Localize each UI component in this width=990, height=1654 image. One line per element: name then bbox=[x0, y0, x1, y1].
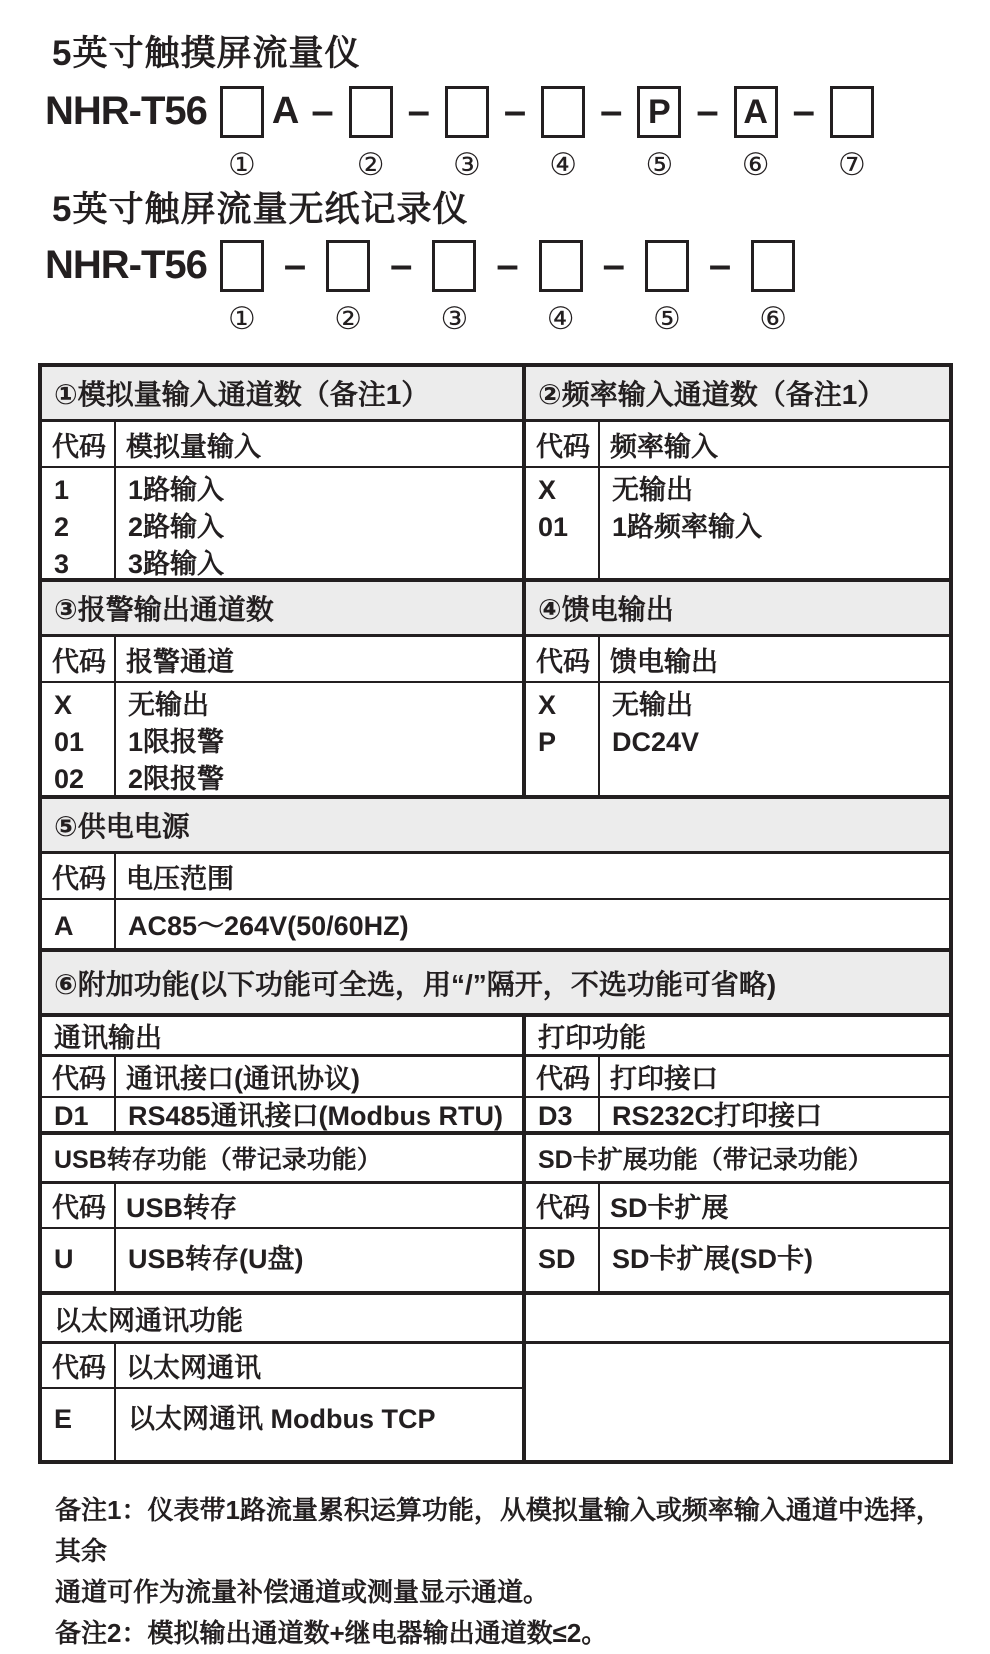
circled-number-3: ③ bbox=[452, 147, 481, 182]
model-box-6 bbox=[751, 240, 795, 292]
model-box-2 bbox=[326, 240, 370, 292]
band-extra-title bbox=[42, 952, 949, 1017]
desc-cell: DC24V bbox=[612, 727, 700, 757]
page-title-paperless-recorder: 5英寸触屏流量无纸记录仪 bbox=[52, 190, 469, 229]
code-cell: A bbox=[54, 911, 74, 941]
label-column-header: 频率输入 bbox=[610, 431, 718, 462]
section-ethernet bbox=[42, 1295, 522, 1460]
model-slot-3 bbox=[445, 86, 489, 182]
code-column-header: 代码 bbox=[42, 637, 116, 681]
model-slot-6 bbox=[751, 240, 795, 336]
code-cell: 02 bbox=[54, 764, 85, 794]
circled-number-2: ② bbox=[356, 147, 385, 182]
circled-number-7: ⑦ bbox=[837, 147, 866, 182]
section-analog-rows bbox=[42, 468, 522, 583]
circled-number-1: ① bbox=[228, 301, 256, 336]
desc-cell: 无输出 bbox=[612, 690, 693, 720]
code-column-header: 代码 bbox=[42, 854, 116, 898]
section-sd-rows bbox=[526, 1229, 949, 1291]
section-extra-title: ⑥附加功能(以下功能可全选，用“/”隔开，不选功能可省略) bbox=[42, 952, 949, 1013]
code-cell: 01 bbox=[54, 727, 85, 757]
section-analog-title: ①模拟量输入通道数（备注1） bbox=[42, 367, 522, 422]
section-comm-header bbox=[42, 1057, 522, 1098]
dash-separator: – bbox=[503, 89, 527, 133]
model-slot-4 bbox=[541, 86, 585, 182]
section-comm-title: 通讯输出 bbox=[42, 1017, 522, 1057]
label-column-header: 报警通道 bbox=[126, 646, 234, 677]
ordering-spec-table bbox=[38, 363, 953, 1464]
circled-number-6: ⑥ bbox=[759, 301, 788, 336]
section-ethernet-header bbox=[42, 1344, 522, 1389]
desc-cell: AC85～264V(50/60HZ) bbox=[128, 911, 409, 941]
dash-separator: – bbox=[602, 243, 625, 287]
desc-cell: 无输出 bbox=[612, 475, 693, 505]
section-feed-header bbox=[526, 637, 949, 683]
band-comm-print bbox=[42, 1017, 949, 1135]
section-feed bbox=[522, 582, 949, 798]
code-column-header: 代码 bbox=[42, 1184, 116, 1227]
section-ethernet-rows bbox=[42, 1389, 522, 1460]
label-column-header: 以太网通讯 bbox=[126, 1353, 261, 1383]
circled-number-5: ⑤ bbox=[653, 301, 681, 336]
code-cell: 2 bbox=[54, 512, 70, 542]
model-box-3 bbox=[445, 86, 489, 138]
circled-number-4: ④ bbox=[546, 301, 575, 336]
desc-cell: 2限报警 bbox=[128, 764, 225, 794]
section-sd-title: SD卡扩展功能（带记录功能） bbox=[526, 1135, 949, 1184]
model-box-1 bbox=[220, 240, 264, 292]
section-alarm bbox=[42, 582, 522, 798]
circled-number-5: ⑤ bbox=[645, 147, 674, 182]
section-comm-rows bbox=[42, 1098, 522, 1134]
code-column-header: 代码 bbox=[526, 422, 600, 466]
circled-number-3: ③ bbox=[440, 301, 469, 336]
section-power bbox=[42, 799, 949, 950]
section-print-rows bbox=[526, 1098, 949, 1134]
circled-number-6: ⑥ bbox=[741, 147, 770, 182]
section-alarm-header bbox=[42, 637, 522, 683]
model-box-2 bbox=[349, 86, 393, 138]
code-cell: X bbox=[538, 690, 557, 720]
code-column-header: 代码 bbox=[526, 1057, 600, 1096]
desc-cell: 无输出 bbox=[128, 690, 209, 720]
model-code-row-1 bbox=[45, 86, 877, 182]
section-usb-rows bbox=[42, 1229, 522, 1291]
section-power-rows bbox=[42, 900, 949, 950]
section-comm bbox=[42, 1017, 522, 1134]
footnote-2: 备注2：模拟输出通道数+继电器输出通道数≤2。 bbox=[55, 1618, 608, 1648]
model-slot-1 bbox=[220, 86, 264, 182]
band-ethernet bbox=[42, 1295, 949, 1460]
section-alarm-rows bbox=[42, 683, 522, 798]
model-box-4 bbox=[541, 86, 585, 138]
desc-cell: 以太网通讯 Modbus TCP bbox=[128, 1404, 436, 1434]
section-sd bbox=[522, 1135, 949, 1291]
code-column-header: 代码 bbox=[526, 637, 600, 681]
model-box-5 bbox=[645, 240, 689, 292]
dash-separator: – bbox=[390, 243, 413, 287]
section-ethernet-title: 以太网通讯功能 bbox=[42, 1295, 522, 1344]
desc-cell: RS485通讯接口(Modbus RTU) bbox=[128, 1101, 504, 1131]
model-box-3 bbox=[432, 240, 476, 292]
model-slot-5 bbox=[645, 240, 689, 336]
model-slot-2 bbox=[326, 240, 370, 336]
footnote-1-line-1: 备注1：仪表带1路流量累积运算功能，从模拟量输入或频率输入通道中选择，其余 bbox=[55, 1495, 942, 1566]
circled-number-1: ① bbox=[228, 147, 256, 182]
section-print bbox=[522, 1017, 949, 1134]
desc-cell: RS232C打印接口 bbox=[612, 1101, 823, 1131]
code-column-header: 代码 bbox=[42, 422, 116, 466]
section-power-header bbox=[42, 854, 949, 900]
code-cell: E bbox=[54, 1404, 73, 1434]
model-box-4 bbox=[539, 240, 583, 292]
circled-number-2: ② bbox=[334, 301, 363, 336]
section-freq bbox=[522, 367, 949, 583]
section-freq-rows bbox=[526, 468, 949, 583]
label-column-header: 馈电输出 bbox=[610, 646, 718, 677]
model-slot-7 bbox=[830, 86, 874, 182]
section-sd-header bbox=[526, 1184, 949, 1229]
desc-cell: 1路频率输入 bbox=[612, 512, 763, 542]
label-column-header: 模拟量输入 bbox=[126, 431, 261, 462]
code-cell: D3 bbox=[538, 1101, 573, 1131]
desc-cell: 3路输入 bbox=[128, 549, 225, 579]
desc-cell: USB转存(U盘) bbox=[128, 1244, 304, 1274]
section-usb-title: USB转存功能（带记录功能） bbox=[42, 1135, 522, 1184]
code-cell: X bbox=[538, 475, 557, 505]
model-slot-1 bbox=[220, 240, 264, 336]
band-power bbox=[42, 799, 949, 952]
band-usb-sd bbox=[42, 1135, 949, 1295]
section-feed-rows bbox=[526, 683, 949, 798]
section-usb bbox=[42, 1135, 522, 1291]
model-slot-6 bbox=[734, 86, 778, 182]
code-column-header: 代码 bbox=[42, 1057, 116, 1096]
label-column-header: 电压范围 bbox=[126, 863, 234, 894]
section-usb-header bbox=[42, 1184, 522, 1229]
section-analog bbox=[42, 367, 522, 583]
model-code-row-2 bbox=[45, 240, 798, 336]
code-column-header: 代码 bbox=[526, 1184, 600, 1227]
model-box-6-a: A bbox=[734, 86, 778, 138]
model-slot-4 bbox=[539, 240, 583, 336]
label-column-header: 打印接口 bbox=[610, 1064, 718, 1094]
section-analog-header bbox=[42, 422, 522, 468]
section-power-title: ⑤供电电源 bbox=[42, 799, 949, 854]
code-cell: X bbox=[54, 690, 73, 720]
model-slot-3 bbox=[432, 240, 476, 336]
desc-cell: 1限报警 bbox=[128, 727, 225, 757]
footnote-1-line-2: 通道可作为流量补偿通道或测量显示通道。 bbox=[55, 1577, 550, 1607]
section-print-title: 打印功能 bbox=[526, 1017, 949, 1057]
section-ethernet-empty-right bbox=[522, 1295, 949, 1460]
model-box-7 bbox=[830, 86, 874, 138]
dash-separator: – bbox=[407, 89, 430, 133]
code-cell: SD bbox=[538, 1244, 576, 1274]
desc-cell: 2路输入 bbox=[128, 512, 225, 542]
desc-cell: 1路输入 bbox=[128, 475, 225, 505]
section-print-header bbox=[526, 1057, 949, 1098]
model-prefix: NHR-T56 bbox=[45, 89, 207, 133]
label-column-header: SD卡扩展 bbox=[610, 1193, 729, 1223]
code-cell: 01 bbox=[538, 512, 569, 542]
dash-separator: – bbox=[600, 89, 623, 133]
model-box-5-p: P bbox=[637, 86, 681, 138]
band-alarm-feed bbox=[42, 582, 949, 799]
empty-header-cell bbox=[526, 1295, 949, 1344]
dash-separator: – bbox=[311, 89, 334, 133]
section-alarm-title: ③报警输出通道数 bbox=[42, 582, 522, 637]
page-title-touch-flow-meter: 5英寸触摸屏流量仪 bbox=[52, 34, 361, 73]
dash-separator: – bbox=[708, 243, 732, 287]
fixed-letter-a: A bbox=[271, 90, 300, 132]
code-column-header: 代码 bbox=[42, 1344, 116, 1387]
model-slot-5 bbox=[637, 86, 681, 182]
code-cell: P bbox=[538, 727, 557, 757]
dash-separator: – bbox=[283, 243, 307, 287]
label-column-header: USB转存 bbox=[126, 1193, 238, 1223]
model-slot-2 bbox=[349, 86, 393, 182]
section-freq-title: ②频率输入通道数（备注1） bbox=[526, 367, 949, 422]
code-cell: 1 bbox=[54, 475, 70, 505]
dash-separator: – bbox=[792, 89, 815, 133]
code-cell: 3 bbox=[54, 549, 70, 579]
model-box-1 bbox=[220, 86, 264, 138]
model-prefix: NHR-T56 bbox=[45, 243, 207, 287]
label-column-header: 通讯接口(通讯协议) bbox=[126, 1064, 360, 1094]
section-feed-title: ④馈电输出 bbox=[526, 582, 949, 637]
circled-number-4: ④ bbox=[549, 147, 577, 182]
footnotes bbox=[55, 1490, 965, 1654]
dash-separator: – bbox=[496, 243, 519, 287]
dash-separator: – bbox=[696, 89, 719, 133]
section-freq-header bbox=[526, 422, 949, 468]
code-cell: U bbox=[54, 1244, 74, 1274]
band-analog-freq bbox=[42, 367, 949, 582]
desc-cell: SD卡扩展(SD卡) bbox=[612, 1244, 813, 1274]
code-cell: D1 bbox=[54, 1101, 89, 1131]
empty-cell bbox=[526, 1344, 949, 1460]
